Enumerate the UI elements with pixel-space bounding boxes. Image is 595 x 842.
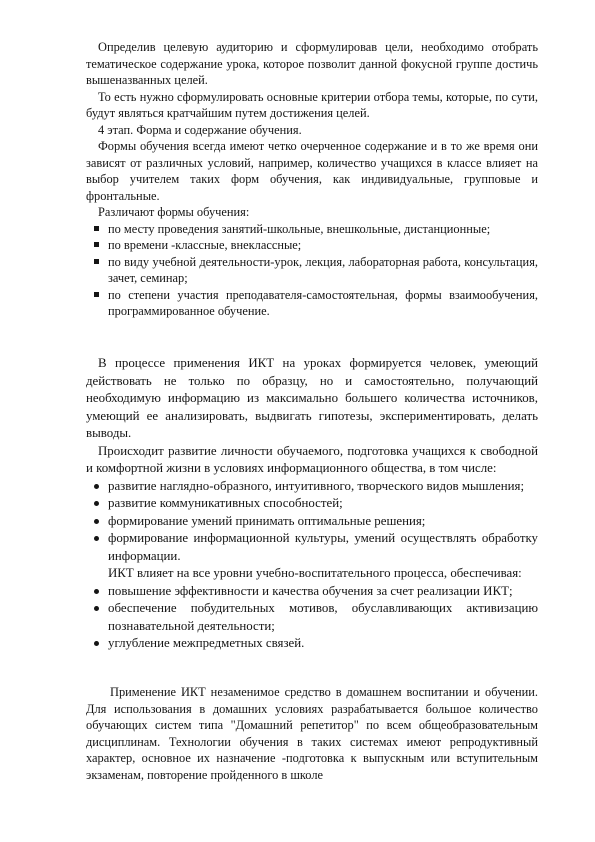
effects-list [86, 583, 538, 653]
list-item: развитие наглядно-образного, интуитивного, творческого видов мышления; [86, 478, 538, 496]
round-bullet-icon [94, 519, 99, 524]
round-bullet-icon [94, 501, 99, 506]
square-bullet-icon [94, 242, 99, 247]
list-item: по степени участия преподавателя-самостоятельная, формы взаимообучения, программированное обучение. [86, 287, 538, 320]
list-item: по времени -классные, внеклассные; [86, 237, 538, 254]
list-item: обеспечение побудительных мотивов, обуславливающих активизацию познавательной деятельности; [86, 600, 538, 635]
section-ict [86, 355, 538, 653]
list-item: по виду учебной деятельности-урок, лекция, лабораторная работа, консультация, зачет, семинар; [86, 254, 538, 287]
development-list [86, 478, 538, 566]
section-forms [86, 39, 538, 320]
list-item: формирование информационной культуры, умений осуществлять обработку информации. [86, 530, 538, 565]
paragraph: Определив целевую аудиторию и сформулировав цели, необходимо отобрать тематическое содержание урока, которое позволит данной фокусной группе достичь вышеназванных целей. [86, 40, 538, 87]
round-bullet-icon [94, 484, 99, 489]
paragraph: В процессе применения ИКТ на уроках формируется человек, умеющий действовать не только по образцу, но и самостоятельно, получающий необходимую информацию из максимально большего количества источников, умеющий ее анализировать, выдвигать гипотезы, экспериментировать, делать выводы. [86, 356, 538, 440]
square-bullet-icon [94, 292, 99, 297]
square-bullet-icon [94, 259, 99, 264]
list-item: развитие коммуникативных способностей; [86, 495, 538, 513]
paragraph: Применение ИКТ незаменимое средство в домашнем воспитании и обучении. Для использования в домашних условиях разрабатывается большое количество обучающих систем типа "Домашний репетитор" по всем общеобразовательным дисциплинам. Технологии обучения в таких системах имеют репродуктивный характер, основное их назначение -подготовка к выпускным или вступительным экзаменам, повторение пройденного в школе [86, 685, 538, 782]
round-bullet-icon [94, 641, 99, 646]
list-item: формирование умений принимать оптимальные решения; [86, 513, 538, 531]
round-bullet-icon [94, 536, 99, 541]
section-home [86, 684, 538, 784]
list-item: повышение эффективности и качества обучения за счет реализации ИКТ; [86, 583, 538, 601]
paragraph: Происходит развитие личности обучаемого, подготовка учащихся к свободной и комфортной жизни в условиях информационного общества, в том числе: [86, 443, 538, 475]
stage-heading: 4 этап. Форма и содержание обучения. [98, 122, 302, 137]
forms-list [86, 221, 538, 320]
list-item: углубление межпредметных связей. [86, 635, 538, 653]
round-bullet-icon [94, 589, 99, 594]
paragraph: Различают формы обучения: [98, 205, 250, 219]
round-bullet-icon [94, 606, 99, 611]
paragraph: ИКТ влияет на все уровни учебно-воспитательного процесса, обеспечивая: [108, 566, 522, 580]
square-bullet-icon [94, 226, 99, 231]
paragraph: Формы обучения всегда имеют четко очерченное содержание и в то же время они зависят от различных условий, например, количество учащихся в классе влияет на выбор учителем таких форм обучения, как индивидуальные, групповые и фронтальные. [86, 139, 538, 203]
list-item: по месту проведения занятий-школьные, внешкольные, дистанционные; [86, 221, 538, 238]
paragraph: То есть нужно сформулировать основные критерии отбора темы, которые, по сути, будут являться кратчайшим путем достижения целей. [86, 89, 538, 120]
